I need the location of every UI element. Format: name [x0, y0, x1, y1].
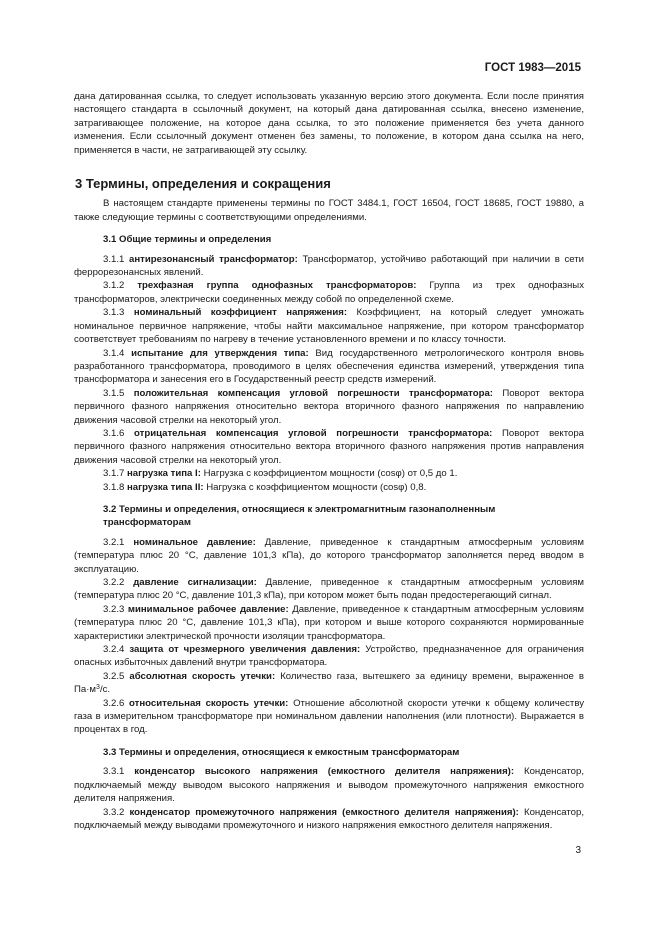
term-text: Коэффициент, на который следует умножать номинальное первичное напряжение, чтобы найти максимальное напряжение, при котором трансформатор соответствует требованиям по нагреву в течение установленного времени и по классу точности.: [74, 307, 585, 346]
term-name: нагрузка типа I:: [127, 468, 201, 480]
term-name: конденсатор промежуточного напряжения (емкостного делителя напряжения):: [129, 806, 519, 818]
term-name: номинальное давление:: [133, 536, 256, 548]
term-number: 3.1.7: [103, 468, 125, 480]
term-definition: [74, 576, 584, 603]
term-text: Устройство, предназначенное для ограничения опасных избыточных давлений внутри трансформатора.: [74, 644, 585, 669]
page-number: 3: [575, 845, 581, 856]
term-text: Нагрузка с коэффициентом мощности (cosφ) от 0,5 до 1.: [203, 468, 458, 480]
term-number: 3.1.2: [103, 280, 125, 292]
term-name: защита от чрезмерного увеличения давления:: [129, 644, 361, 656]
term-name: отрицательная компенсация угловой погрешности трансформатора:: [134, 427, 493, 439]
term-name: номинальный коэффициент напряжения:: [133, 307, 348, 319]
term-number: 3.2.2: [103, 577, 125, 588]
term-number: 3.1.3: [103, 307, 125, 319]
term-name: конденсатор высокого напряжения (емкостного делителя напряжения):: [134, 766, 515, 778]
term-definition: [74, 765, 584, 805]
term-number: 3.1.6: [103, 427, 125, 439]
term-text: Группа из трех однофазных трансформаторов, электрически соединенных между собой по определенной схеме.: [74, 280, 585, 305]
term-definition: [74, 806, 584, 833]
term-number: 3.3.1: [103, 766, 125, 778]
section-3-title: 3 Термины, определения и сокращения: [75, 176, 331, 192]
term-definition: [74, 603, 584, 643]
subsection-3-2-title: 3.2 Термины и определения, относящиеся к электромагнитным газонаполненным трансформаторам: [103, 503, 496, 529]
term-name: трехфазная группа однофазных трансформаторов:: [137, 280, 417, 292]
term-definition: [74, 387, 584, 427]
term-list-3-2: [74, 536, 584, 737]
unit-superscript: 3: [96, 684, 100, 692]
page-content: [74, 90, 584, 832]
term-text: Количество газа, вытешкего за единицу времени, выраженное в Па·м: [74, 670, 584, 696]
term-name: положительная компенсация угловой погрешности трансформатора:: [133, 387, 493, 399]
intro-paragraph: дана датированная ссылка, то следует использовать указанную версию этого документа. Если после принятия настоящего стандарта в ссылочный документ, на который дана датированная ссылка, внесено изменение, затрагивающее положение, на которое дана ссылка, то это положение применяется без учета данного изменения. Если ссылочный документ отменен без замены, то положение, в котором дана ссылка на него, применяется в части, не затрагивающей эту ссылку.: [74, 91, 584, 156]
term-definition: [74, 427, 584, 467]
term-text: Конденсатор, подключаемый между выводами промежуточного и низкого напряжения емкостного делителя напряжения.: [74, 806, 584, 831]
term-name: испытание для утверждения типа:: [131, 347, 309, 359]
term-definition: [74, 670, 584, 697]
document-id: ГОСТ 1983—2015: [484, 62, 581, 74]
section-3-lead: В настоящем стандарте применены термины по ГОСТ 3484.1, ГОСТ 16504, ГОСТ 18685, ГОСТ 19880, а также следующие термины с соответствующими определениями.: [74, 198, 584, 223]
term-name: нагрузка типа II:: [127, 481, 204, 493]
term-number: 3.3.2: [103, 806, 125, 818]
term-number: 3.2.4: [103, 644, 125, 656]
term-text: Отношение абсолютной скорости утечки к общему количеству газа в измерительном трансформаторе при номинальном давлении наполнения (или плотности). Выражается в процентах в год.: [74, 697, 585, 736]
term-text: Давление, приведенное к стандартным атмосферным условиям (температура плюс 20 °С, давление 101,3 кПа), до которого трансформатор заполняется перед вводом в эксплуатацию.: [74, 536, 584, 575]
term-name: абсолютная скорость утечки:: [129, 670, 276, 682]
term-number: 3.1.8: [103, 481, 125, 493]
term-text: Нагрузка с коэффициентом мощности (cosφ) 0,8.: [206, 481, 427, 493]
subsection-3-1-title: 3.1 Общие термины и определения: [103, 234, 272, 246]
term-name: давление сигнализации:: [133, 577, 257, 588]
term-text: Трансформатор, устойчиво работающий при наличии в сети феррорезонансных явлений.: [74, 253, 585, 279]
term-definition: [74, 536, 584, 576]
term-list-3-3: [74, 765, 584, 832]
term-definition: [74, 253, 584, 280]
term-definition: [74, 697, 584, 737]
term-number: 3.2.3: [103, 603, 125, 615]
term-text: Давление, приведенное к стандартным атмосферным условиям (температура плюс 20 °С, давление 101,3 кПа), при котором и выше которого сохраняются нормированные характеристики электрической прочности изоляции трансформатора.: [74, 603, 584, 642]
term-text: Вид государственного метрологического контроля вновь разработанного трансформатора, проводимого в целях обеспечения единства измерений, утверждения типа трансформатора и занесения его в Государственный реестр средств измерений.: [74, 347, 585, 386]
term-list-3-1: [74, 253, 584, 494]
term-number: 3.2.6: [103, 697, 125, 709]
term-definition: [74, 481, 584, 494]
term-text: Поворот вектора первичного фазного напряжения относительно вектора вторичного фазного напряжения по направлению движения часовой стрелки на некоторый угол.: [74, 387, 584, 426]
term-definition: [74, 347, 584, 387]
term-number: 3.2.1: [103, 536, 125, 548]
term-number: 3.1.5: [103, 387, 125, 399]
term-text-end: /с.: [99, 684, 111, 696]
term-number: 3.2.5: [103, 670, 125, 682]
term-text: Давление, приведенное к стандартным атмосферным условиям (температура плюс 20 °С, давление 101,3 кПа), при котором может быть подан предостерегающий сигнал.: [74, 577, 584, 602]
term-name: минимальное рабочее давление:: [127, 603, 289, 615]
term-name: антирезонансный трансформатор:: [129, 253, 298, 265]
term-definition: [74, 643, 584, 670]
term-name: относительная скорость утечки:: [129, 697, 289, 709]
term-definition: [74, 306, 584, 346]
subsection-3-3-title: 3.3 Термины и определения, относящиеся к емкостным трансформаторам: [103, 746, 460, 758]
term-definition: [74, 467, 584, 480]
term-text: Поворот вектора первичного фазного напряжения относительно вектора вторичного фазного напряжения против направления движения часовой стрелки на некоторый угол.: [74, 427, 585, 466]
term-number: 3.1.1: [103, 253, 125, 265]
term-definition: [74, 279, 584, 306]
term-text: Конденсатор, подключаемый между выводом высокого напряжения и выводом промежуточного напряжения емкостного делителя напряжения.: [74, 766, 584, 805]
term-number: 3.1.4: [103, 347, 125, 359]
